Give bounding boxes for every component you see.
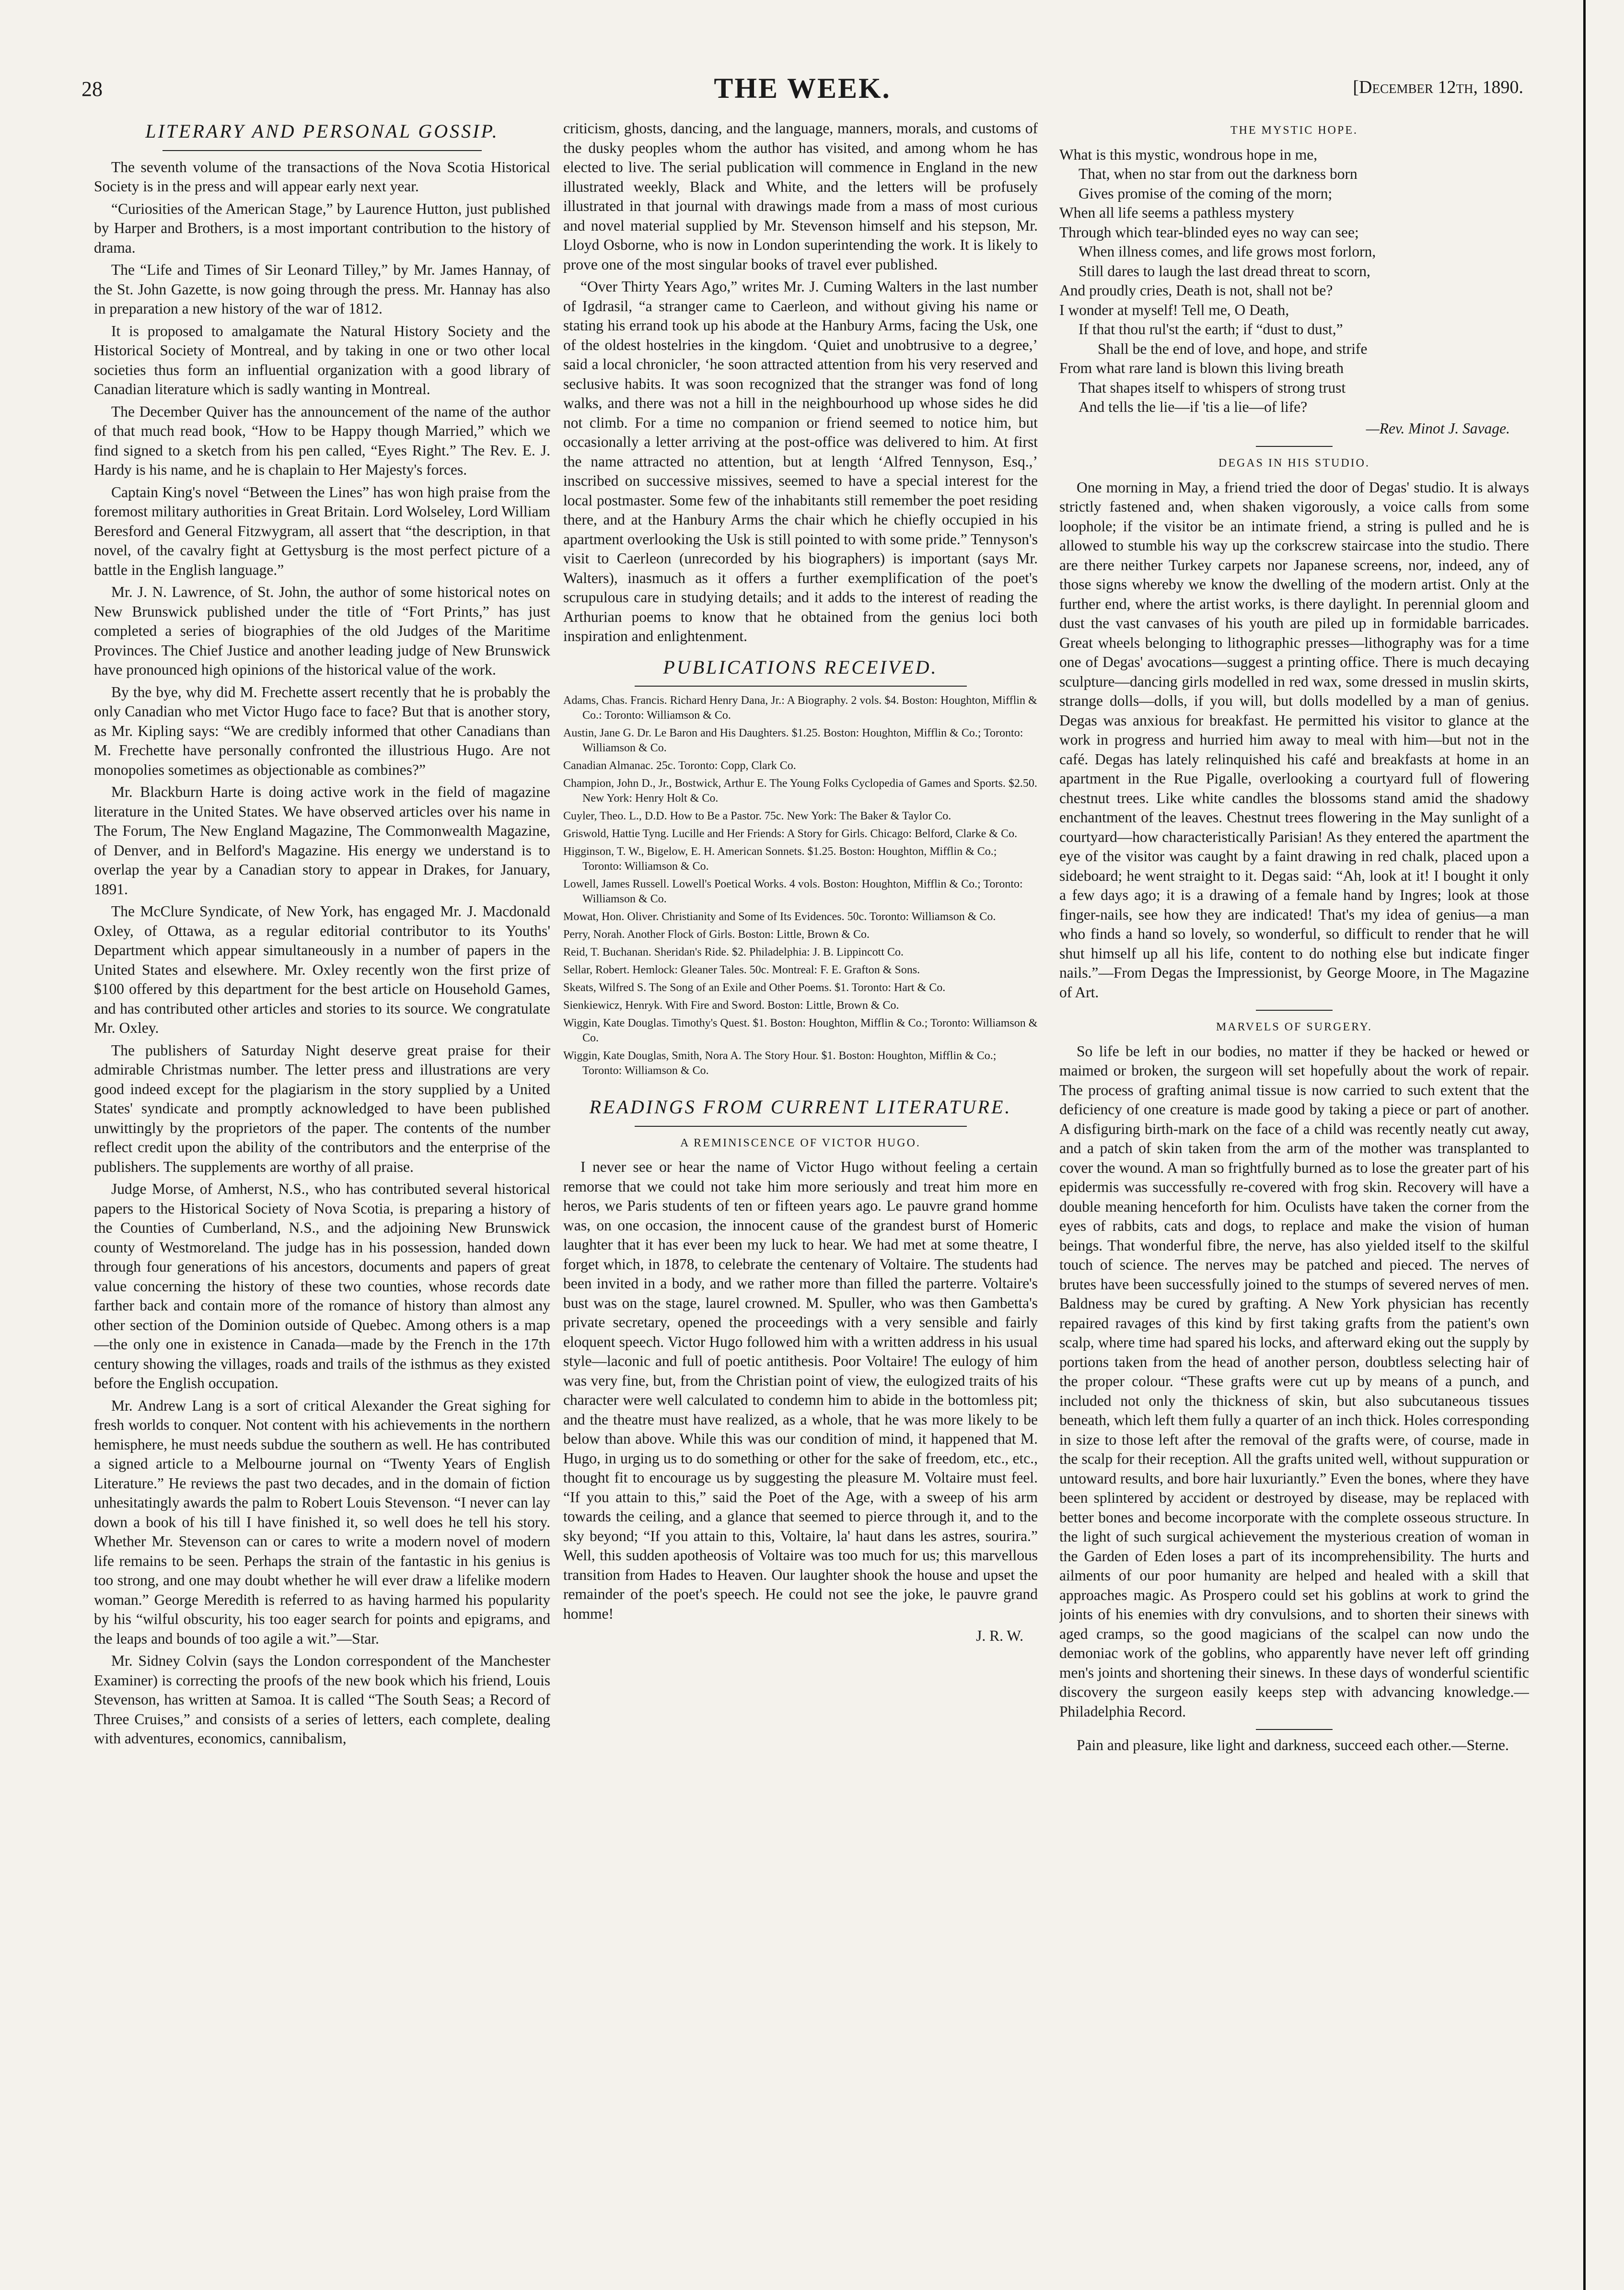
section-divider — [1256, 446, 1333, 447]
closing-quote: Pain and pleasure, like light and darkness, succeed each other.—Sterne. — [1077, 1737, 1509, 1753]
poem-line: Still dares to laugh the last dread threat to scorn, — [1079, 262, 1370, 280]
gossip-paragraph: The “Life and Times of Sir Leonard Tilley,” by Mr. James Hannay, of the St. John Gazette, is now going through the press. Mr. Hannay has also in preparation a new history of the war of 1812. — [94, 261, 550, 317]
degas-paragraph: One morning in May, a friend tried the door of Degas' studio. It is always strictly fastened and, when shaken vigorously, a voice calls from some loophole; if the visitor be an intimate friend, a string is pulled and he is allowed to stumble his way up the corkscrew staircase into the studio. There are there neither Turkey carpets nor Japanese screens, nor, indeed, any of those signs whereby we know the dwelling of the modern artist. Only at the further end, where the artist works, is there daylight. In perennial gloom and dust the vast canvases of his youth are piled up in formidable barricades. Great wheels belonging to lithographic presses—lithography was for a time one of Degas' avocations—suggest a printing office. There is much decaying sculpture—dancing girls modelled in red wax, some dressed in muslin skirts, strange dolls—dolls, if you will, but dolls modelled by a man of genius. Degas was anxious for breakfast. He permitted his visitor to glance at the work in progress and hurried him away to meal with him—but not in the café. Degas has lately relinquished his café and breakfasts at home in an apartment in the Rue Pigalle, overlooking a courtyard full of flowering chestnut trees. Like white candles the blossoms stand amid the shadowy enchantment of the leaves. Chestnut trees flowering in the May sunlight of a courtyard—how characteristically Parisian! As they entered the apartment the eye of the visitor was caught by a faint drawing in red chalk, placed upon a sideboard; he went straight to it. Degas said: “Ah, look at it! I bought it only a few days ago; it is a drawing of a female hand by Ingres; look at those finger-nails, see how they are indicated! That's my idea of genius—a man who finds a hand so lovely, so wonderful, so difficult to render that he will shut himself up all his life, content to do nothing else but indicate finger nails.”—From Degas the Impressionist, by George Moore, in The Magazine of Art. — [1059, 479, 1529, 1001]
gossip-paragraph: The seventh volume of the transactions of the Nova Scotia Historical Society is in the press and will appear early next year. — [94, 158, 550, 195]
poem-line: Gives promise of the coming of the morn; — [1079, 185, 1333, 202]
gossip-paragraph: By the bye, why did M. Frechette assert recently that he is probably the only Canadian who met Victor Hugo face to face? But that is another story, as Mr. Kipling says: “We are credibly informed that other Canadians than M. Frechette have personally confronted the illustrious Hugo. Are not monopolies sometimes as objectionable as combines?” — [94, 683, 550, 778]
poem-line: That shapes itself to whispers of strong trust — [1079, 379, 1346, 396]
surgery-title: MARVELS OF SURGERY. — [1216, 1021, 1373, 1033]
column-2 — [563, 119, 1038, 2238]
poem-line: What is this mystic, wondrous hope in me, — [1059, 146, 1318, 163]
gossip-paragraph: Mr. Sidney Colvin (says the London correspondent of the Manchester Examiner) is correcting the proofs of the new book which his friend, Louis Stevenson, has written at Samoa. It is called “The South Seas; a Record of Three Cruises,” and consists of a series of letters, each complete, dealing with adventures, economics, cannibalism, — [94, 1652, 550, 1747]
poem-line: When illness comes, and life grows most forlorn, — [1079, 243, 1376, 260]
column-3 — [1059, 119, 1529, 2238]
readings-heading: READINGS FROM CURRENT LITERATURE. — [589, 1096, 1012, 1118]
hugo-paragraph: I never see or hear the name of Victor Hugo without feeling a certain remorse that we could not take him more seriously and treat him more en heros, we Paris students of ten or fifteen years ago. Le pauvre grand homme was, on one occasion, the innocent cause of the grandest burst of Homeric laughter that it has ever been my luck to hear. We had met at some theatre, I forget which, in 1878, to celebrate the centenary of Voltaire. The students had been invited in a body, and we rather more than filled the parterre. Voltaire's bust was on the stage, laurel crowned. M. Spuller, who was then Gambetta's private secretary, opened the proceedings with a very sensible and fairly eloquent speech. Victor Hugo followed him with a written address in his usual style—laconic and full of poetic antithesis. Poor Voltaire! The eulogy of him was very fine, but, from the Christian point of view, the eulogized traits of his character were well calculated to condemn him to abide in the bottomless pit; and the theatre must have realized, as a whole, that he was more likely to be below than above. While this was our condition of mind, it happened that M. Hugo, in urging us to do something or other for the sake of freedom, etc., etc., thought fit to encourage us by suggesting the pleasure M. Voltaire must feel. “If you attain to this,” said the Poet of the Age, with a sweep of his arm towards the ceiling, and a glance that seemed to pierce through it, and to the sky beyond; “If you attain to this, Voltaire, la' haut dans les astres, sourira.” Well, this sudden apotheosis of Voltaire was too much for us; this marvellous transition from Hades to Heaven. Our laughter shook the house and upset the remainder of the poet's speech. He could not see the joke, le pauvre grand homme! — [563, 1158, 1038, 1622]
publications-heading: PUBLICATIONS RECEIVED. — [663, 656, 938, 678]
publication-item: Lowell, James Russell. Lowell's Poetical Works. 4 vols. Boston: Houghton, Mifflin & Co.; Toronto: Williamson & Co. — [563, 878, 1023, 905]
publication-item: Wiggin, Kate Douglas. Timothy's Quest. $1. Boston: Houghton, Mifflin & Co.; Toronto: Williamson & Co. — [563, 1017, 1038, 1044]
heading-underline — [635, 1126, 967, 1127]
page-edge-rule — [1583, 0, 1586, 2290]
heading-underline — [635, 686, 967, 687]
issue-date: [December 12th, 1890. — [1353, 77, 1523, 97]
poem-line: Through which tear-blinded eyes no way can see; — [1059, 223, 1359, 241]
poem-line: And proudly cries, Death is not, shall not be? — [1059, 282, 1333, 299]
publication-item: Griswold, Hattie Tyng. Lucille and Her Friends: A Story for Girls. Chicago: Belford, Clarke & Co. — [563, 828, 1018, 840]
publication-item: Skeats, Wilfred S. The Song of an Exile and Other Poems. $1. Toronto: Hart & Co. — [563, 981, 946, 994]
publication-item: Wiggin, Kate Douglas, Smith, Nora A. The Story Hour. $1. Boston: Houghton, Mifflin & Co.; Toronto: Williamson & Co. — [563, 1050, 997, 1077]
stevenson-continuation: criticism, ghosts, dancing, and the language, manners, morals, and customs of the dusky peoples whom the author has visited, and among whom he has elected to live. The serial publication will commence in England in the new illustrated weekly, Black and White, and the letters will be profusely illustrated in that journal with drawings made from a mass of most curious and novel material supplied by Mr. Stevenson himself and his stepson, Mr. Lloyd Osborne, who is now in London superintending the work. It is likely to prove one of the most singular books of travel ever published. — [563, 120, 1038, 273]
poem-title: THE MYSTIC HOPE. — [1230, 124, 1358, 137]
gossip-paragraph: Captain King's novel “Between the Lines” has won high praise from the foremost military authorities in Great Britain. Lord Wolseley, Lord William Beresford and General Fitzwygram, all assert that “the description, in that novel, of the cavalry fight at Gettysburg is the most perfect picture of a battle in the English language.” — [94, 483, 550, 578]
surgery-paragraph: So life be left in our bodies, no matter if they be hacked or hewed or maimed or broken, the surgeon will set hopefully about the work of repair. The process of grafting animal tissue is now carried to such extent that the deficiency of one creature is made good by taking a piece or part of another. A disfiguring birth-mark on the face of a child was recently neatly cut away, and a patch of skin taken from the arm of the mother was transplanted to cover the wound. A man so frightfully burned as to lose the greater part of his epidermis was successfully re-covered with frog skin. Recovery will have a double meaning henceforth for him. Oculists have taken the corner from the eyes of rabbits, cats and dogs, to replace and make the vision of human beings. That wonderful fibre, the nerve, has also yielded itself to the skilful touch of science. The nerves may be patched and pieced. The nerves of brutes have been successfully joined to the stumps of severed nerves of men. Baldness may be cured by grafting. A New York physician has recently repaired ravages of this kind by first taking grafts from the patient's own scalp, where time had spared his locks, and afterward eking out the supply by portions taken from the head of another person, doubtless selecting hair of the proper colour. “These grafts were cut up by means of a punch, and included not only the thickness of skin, but also subcutaneous tissues beneath, which left them fully a quarter of an inch thick. Holes corresponding in size to those left after the removal of the grafts were, of course, made in the scalp for their reception. All the grafts united well, without suppuration or untoward results, and bore hair luxuriantly.” Even the bones, where they have been splintered by accident or destroyed by disease, may be replaced with better bones and become incorporate with the complete osseous structure. In the light of such surgical achievement the mysterious creation of woman in the Garden of Eden loses a part of its incomprehensibility. The hurts and ailments of our poor humanity are helped and healed with a skill that approaches magic. As Prospero could set his goblins at work to grind the joints of his enemies with dry convulsions, and to shorten their sinews with aged cramps, so the good magicians of the scalpel can now undo the demoniac work of the goblins, who apparently have never left off grinding men's joints and shortening their sinews. In these days of wonderful scientific discovery the surgeon easily keeps step with advancing knowledge.—Philadelphia Record. — [1059, 1042, 1529, 1720]
publication-item: Sellar, Robert. Hemlock: Gleaner Tales. 50c. Montreal: F. E. Grafton & Sons. — [563, 964, 920, 976]
publication-item: Canadian Almanac. 25c. Toronto: Copp, Clark Co. — [563, 759, 796, 772]
publication-item: Cuyler, Theo. L., D.D. How to Be a Pastor. 75c. New York: The Baker & Taylor Co. — [563, 810, 951, 822]
publication-item: Sienkiewicz, Henryk. With Fire and Sword. Boston: Little, Brown & Co. — [563, 999, 899, 1012]
gossip-paragraph: The McClure Syndicate, of New York, has engaged Mr. J. Macdonald Oxley, of Ottawa, as a regular editorial contributor to its Youths' Department which appear simultaneously in a number of papers in the United States and elsewhere. Mr. Oxley recently won the first prize of $100 offered by this department for the best article on Household Games, and has contributed other articles and stories to its source. We congratulate Mr. Oxley. — [94, 903, 550, 1036]
section-divider — [1256, 1729, 1333, 1730]
poem-line: That, when no star from out the darkness born — [1079, 165, 1357, 182]
publication-item: Mowat, Hon. Oliver. Christianity and Some of Its Evidences. 50c. Toronto: Williamson & Co. — [563, 911, 996, 923]
hugo-signature: J. R. W. — [976, 1627, 1023, 1644]
masthead-title: THE WEEK. — [714, 72, 891, 104]
gossip-paragraph: The December Quiver has the announcement of the name of the author of that much read book, “How to be Happy though Married,” which we find signed to a sketch from his pen called, “Eyes Right.” The Rev. E. J. Hardy is his name, and he is chaplain to Her Majesty's forces. — [94, 403, 550, 478]
page-header — [81, 72, 1523, 110]
publication-item: Reid, T. Buchanan. Sheridan's Ride. $2. Philadelphia: J. B. Lippincott Co. — [563, 946, 904, 958]
hugo-subheading: A REMINISCENCE OF VICTOR HUGO. — [680, 1136, 921, 1149]
gossip-paragraph: Mr. J. N. Lawrence, of St. John, the author of some historical notes on New Brunswick published under the title of “Fort Prints,” has just completed a series of biographies of the old Judges of the Maritime Provinces. The Chief Justice and another leading judge of New Brunswick have pronounced high opinions of the historical value of the work. — [94, 584, 550, 678]
poem-line: If that thou rul'st the earth; if “dust to dust,” — [1079, 321, 1343, 338]
gossip-paragraph: The publishers of Saturday Night deserve great praise for their admirable Christmas number. The letter press and illustrations are very good indeed except for the plagiarism in the story supplied by a United States' syndicate and promptly acknowledged to have been published unwittingly by the proprietors of the paper. The contents of the number reflect credit upon the ability of the contributors and the enterprise of the publishers. The supplements are worthy of all praise. — [94, 1041, 550, 1175]
gossip-paragraph: Judge Morse, of Amherst, N.S., who has contributed several historical papers to the Historical Society of Nova Scotia, is preparing a history of the Counties of Cumberland, N.S., and the adjoining New Brunswick county of Westmoreland. The judge has in his possession, handed down through four generations of his ancestors, documents and papers of great value concerning the history of these two counties, whose records date farther back and contain more of the romance of history than almost any other section of the Dominion outside of Quebec. Among others is a map—the only one in existence in Canada—made by the French in the 17th century showing the villages, roads and trails of the isthmus as they existed before the English occupation. — [94, 1180, 550, 1391]
publication-item: Champion, John D., Jr., Bostwick, Arthur E. The Young Folks Cyclopedia of Games and Sports. $2.50. New York: Henry Holt & Co. — [563, 777, 1037, 805]
gossip-paragraph: “Curiosities of the American Stage,” by Laurence Hutton, just published by Harper and Brothers, is a most important contribution to the history of drama. — [94, 200, 550, 256]
poem-attribution: —Rev. Minot J. Savage. — [1366, 420, 1510, 437]
poem-line: I wonder at myself! Tell me, O Death, — [1059, 301, 1289, 318]
publication-item: Higginson, T. W., Bigelow, E. H. American Sonnets. $1.25. Boston: Houghton, Mifflin & Co.; Toronto: Williamson & Co. — [563, 845, 997, 873]
section-divider — [1256, 1010, 1333, 1011]
gossip-heading: LITERARY AND PERSONAL GOSSIP. — [145, 120, 499, 142]
degas-title: DEGAS IN HIS STUDIO. — [1218, 457, 1370, 469]
thirty-years-paragraph: “Over Thirty Years Ago,” writes Mr. J. Cuming Walters in the last number of Igdrasil, “a stranger came to Caerleon, and without giving his name or stating his errand took up his abode at the Hanbury Arms, facing the Usk, one of the oldest hostelries in the kingdom. ‘Quiet and unobtrusive to a degree,’ said a local chronicler, ‘he soon attracted attention from his very reserved and seclusive habits. It was soon recognized that the stranger was fond of long walks, and there was not a hill in the neighbourhood up whose sides he did not climb. For a time no companion or friend seemed to notice him, but occasionally a letter arriving at the post-office was delivered to him. At first the name attracted no attention, but at length ‘Alfred Tennyson, Esq.,’ inscribed on successive missives, seemed to have a special interest for the local postmaster. Some few of the inhabitants still remember the poet residing there, and at the Hanbury Arms the chair which he chiefly occupied in his apartment overlooking the Usk is still pointed to with some pride.” Tennyson's visit to Caerleon (unrecorded by his biographers) is important (says Mr. Walters), inasmuch as it offers a further exemplification of the poet's scrupulous care in studying details; and it adds to the interest of reading the Arthurian poems to know that he obtained from the genius loci both inspiration and enlightenment. — [563, 278, 1038, 644]
gossip-paragraph: It is proposed to amalgamate the Natural History Society and the Historical Society of Montreal, and by taking in one or two other local societies thus form an influential organization with a good library of Canadian literature which is sadly wanting in Montreal. — [94, 322, 550, 397]
publication-item: Austin, Jane G. Dr. Le Baron and His Daughters. $1.25. Boston: Houghton, Mifflin & Co.; Toronto: Williamson & Co. — [563, 727, 1023, 754]
page-number: 28 — [81, 77, 103, 101]
gossip-paragraph: Mr. Blackburn Harte is doing active work in the field of magazine literature in the United States. We have observed articles over his name in The Forum, The New England Magazine, The Commonwealth Magazine, of Denver, and in Belford's Magazine. His energy we understand is to overlap the year by a Canadian story to appear in Drakes, for January, 1891. — [94, 783, 550, 898]
publication-item: Adams, Chas. Francis. Richard Henry Dana, Jr.: A Biography. 2 vols. $4. Boston: Houghton, Mifflin & Co.: Toronto: Williamson & Co. — [563, 694, 1037, 722]
poem-line: Shall be the end of love, and hope, and strife — [1098, 340, 1368, 357]
poem-line: When all life seems a pathless mystery — [1059, 204, 1294, 221]
column-1 — [94, 119, 550, 2238]
gossip-paragraph: Mr. Andrew Lang is a sort of critical Alexander the Great sighing for fresh worlds to conquer. Not content with his achievements in the northern hemisphere, he must needs subdue the southern as well. He has contributed a signed article to a Melbourne journal on “Twenty Years of English Literature.” He reviews the past two decades, and in the domain of fiction unhesitatingly awards the palm to Robert Louis Stevenson. “I never can lay down a book of his till I have finished it, so well does he tell his story. Whether Mr. Stevenson can or cares to write a modern novel of modern life remains to be seen. Perhaps the strain of the fantastic in his genius is too strong, and one may doubt whether he will ever draw a lifelike modern woman.” George Meredith is referred to as having harmed his popularity by his “wilful obscurity, his too eager search for points and epigrams, and the leaps and bounds of too agile a wit.”—Star. — [94, 1397, 550, 1647]
publication-item: Perry, Norah. Another Flock of Girls. Boston: Little, Brown & Co. — [563, 928, 870, 941]
poem-line: From what rare land is blown this living breath — [1059, 360, 1344, 376]
poem-line: And tells the lie—if 'tis a lie—of life? — [1079, 398, 1308, 415]
heading-underline — [162, 150, 482, 151]
